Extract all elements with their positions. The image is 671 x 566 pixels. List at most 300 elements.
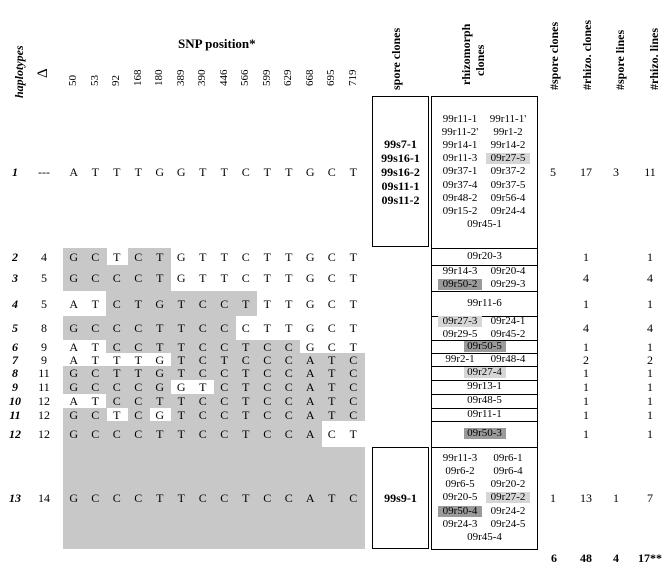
- snp-base: C: [112, 339, 121, 354]
- rhizomorph-clone-id: 09r56-4: [490, 191, 526, 204]
- snp-base: T: [134, 352, 142, 367]
- snp-base: G: [155, 407, 165, 422]
- rhizomorph-clone-id: 99r11-3: [442, 451, 478, 464]
- snp-base: C: [349, 407, 358, 422]
- rhizomorph-clone-id: 09r50-3: [464, 428, 506, 439]
- rhizomorph-clone-id: 09r11-3: [442, 152, 478, 165]
- snp-base: G: [155, 380, 165, 394]
- snp-base: G: [176, 165, 186, 179]
- snp-base: T: [177, 407, 185, 422]
- total-spore-clones: 6: [551, 551, 557, 565]
- snp-base: T: [349, 271, 357, 285]
- snp-base: C: [220, 427, 229, 441]
- count-n-rhizo: 1: [583, 249, 589, 264]
- snp-base: T: [199, 249, 207, 264]
- snp-base: C: [198, 407, 207, 422]
- count-n-spore: 1: [550, 491, 556, 505]
- delta-value: 8: [41, 321, 47, 335]
- header-spore-clones: spore clones: [389, 27, 403, 90]
- snp-base: T: [349, 296, 357, 311]
- snp-base: C: [327, 271, 336, 285]
- rhizomorph-clone-id: 09r48-5: [467, 394, 502, 407]
- snp-base: T: [177, 321, 185, 335]
- delta-value: ---: [38, 165, 50, 179]
- haplotype-label: 9: [12, 380, 18, 394]
- rhizomorph-clone-id: 09r20-2: [490, 478, 526, 491]
- header-count-rhizo-clones: #rhizo. clones: [580, 20, 594, 90]
- delta-value: 11: [38, 380, 50, 394]
- total-rhizo-clones: 48: [580, 551, 592, 565]
- delta-value: 5: [41, 296, 47, 311]
- snp-base: T: [242, 296, 250, 311]
- header-haplotypes: haplotypes: [12, 45, 26, 98]
- snp-base: C: [241, 165, 250, 179]
- snp-base: T: [349, 427, 357, 441]
- snp-base: G: [176, 271, 186, 285]
- snp-base: T: [349, 165, 357, 179]
- snp-position-label: 389: [174, 69, 187, 86]
- rhizomorph-clone-id: 09r45-4: [467, 531, 502, 543]
- rhizomorph-clone-id: 99r14-3: [442, 264, 478, 277]
- snp-base: T: [328, 407, 336, 422]
- snp-base: C: [263, 394, 272, 408]
- count-n-rhizo-lines: 1: [647, 366, 653, 380]
- count-n-rhizo: 1: [583, 296, 589, 311]
- haplotype-label: 5: [12, 321, 18, 335]
- header-count-spore-lines: #spore lines: [613, 29, 627, 90]
- spore-clone-id: 99s9-1: [384, 491, 417, 505]
- snp-base: T: [91, 165, 99, 179]
- snp-base: C: [284, 339, 293, 354]
- snp-base: C: [220, 366, 229, 380]
- snp-base: C: [112, 271, 121, 285]
- haplotype-label: 11: [9, 407, 21, 422]
- snp-base: T: [349, 321, 357, 335]
- header-delta: Δ: [35, 68, 51, 78]
- count-n-rhizo: 1: [583, 427, 589, 441]
- rhizomorph-clone-id: 09r6-2: [445, 465, 475, 477]
- snp-base: T: [113, 249, 121, 264]
- header-rhizomorph-1: rhizomorph: [459, 23, 473, 85]
- rhizomorph-clone-id: 09r24-2: [490, 504, 526, 517]
- snp-base: T: [242, 380, 250, 394]
- snp-base: T: [156, 339, 164, 354]
- snp-base: T: [328, 380, 336, 394]
- snp-base: A: [305, 366, 315, 380]
- snp-base: T: [199, 165, 207, 179]
- snp-base: G: [69, 271, 79, 285]
- snp-base: T: [285, 249, 293, 264]
- snp-base: C: [134, 407, 143, 422]
- snp-base: C: [220, 380, 229, 394]
- haplotype-label: 12: [9, 427, 21, 441]
- snp-base: C: [241, 249, 250, 264]
- rhizomorph-clone-id: 99r14-2: [490, 139, 526, 151]
- snp-base: G: [305, 271, 315, 285]
- rhizomorph-clone-id: 09r37-4: [442, 178, 478, 191]
- snp-base: C: [91, 427, 100, 441]
- rhizomorph-clone-id: 09r6-5: [445, 478, 475, 491]
- snp-base: C: [198, 339, 207, 354]
- snp-base: C: [198, 427, 207, 441]
- snp-base: C: [198, 296, 207, 311]
- snp-base: G: [69, 249, 79, 264]
- snp-base: C: [220, 407, 229, 422]
- count-n-spore-lines: 3: [613, 165, 619, 179]
- snp-base: C: [241, 321, 250, 335]
- snp-base: A: [69, 339, 79, 354]
- snp-base: C: [284, 407, 293, 422]
- spore-clone-id: 99s16-2: [381, 165, 420, 179]
- snp-base: T: [242, 491, 250, 505]
- snp-position-label: 168: [131, 69, 144, 86]
- rhizomorph-clone-id: 09r20-3: [467, 249, 502, 262]
- rhizomorph-clone-id: 09r45-1: [467, 218, 502, 231]
- snp-base: C: [91, 249, 100, 264]
- snp-base: C: [91, 366, 100, 380]
- count-n-rhizo: 4: [583, 321, 589, 335]
- snp-base: C: [284, 380, 293, 394]
- rhizomorph-clone-id: 09r37-1: [442, 165, 478, 178]
- snp-base: C: [327, 427, 336, 441]
- snp-base: T: [177, 366, 185, 380]
- rhizomorph-clone-id: 09r37-2: [490, 165, 526, 178]
- snp-base: T: [113, 366, 121, 380]
- snp-base: T: [242, 407, 250, 422]
- snp-base: T: [91, 394, 99, 408]
- rhizomorph-clone-id: 09r24-3: [442, 517, 478, 530]
- header-snp-position: SNP position*: [178, 36, 256, 51]
- count-n-rhizo: 1: [583, 339, 589, 354]
- snp-base: T: [220, 271, 228, 285]
- snp-base: T: [242, 427, 250, 441]
- count-n-rhizo: 1: [583, 380, 589, 394]
- rhizomorph-clone-id: 09r20-5: [442, 491, 478, 504]
- haplotype-label: 8: [12, 366, 18, 380]
- delta-value: 9: [41, 339, 47, 354]
- snp-base: T: [220, 165, 228, 179]
- snp-base: T: [349, 249, 357, 264]
- snp-base: C: [134, 394, 143, 408]
- rhizomorph-clone-id: 99r11-1: [442, 112, 478, 125]
- snp-base: T: [263, 165, 271, 179]
- snp-position-label: 50: [67, 75, 79, 86]
- spore-clone-id: 09s11-1: [381, 179, 420, 193]
- snp-base: T: [263, 271, 271, 285]
- snp-base: C: [327, 321, 336, 335]
- snp-base: C: [91, 491, 100, 505]
- snp-base: A: [69, 165, 79, 179]
- snp-base: C: [112, 427, 121, 441]
- header-count-spore-clones: #spore clones: [547, 21, 561, 90]
- snp-base: C: [349, 491, 358, 505]
- rhizomorph-clone-id: 09r48-2: [442, 191, 478, 204]
- snp-base: C: [220, 491, 229, 505]
- snp-base: C: [112, 491, 121, 505]
- rhizomorph-clone-id: 09r50-5: [464, 341, 506, 352]
- snp-position-label: 668: [303, 69, 316, 86]
- snp-position-label: 719: [346, 69, 359, 86]
- rhizomorph-clone-id: 09r27-2: [486, 492, 530, 503]
- snp-base: T: [263, 296, 271, 311]
- snp-base: C: [327, 249, 336, 264]
- delta-value: 14: [38, 491, 50, 505]
- count-n-rhizo-lines: 1: [647, 394, 653, 408]
- snp-base: C: [349, 394, 358, 408]
- snp-base: T: [156, 271, 164, 285]
- snp-base: T: [328, 352, 336, 367]
- snp-base: C: [284, 491, 293, 505]
- snp-base: C: [220, 339, 229, 354]
- rhizomorph-clone-id: 09r29-3: [490, 278, 526, 290]
- count-n-rhizo-lines: 4: [647, 321, 653, 335]
- snp-position-label: 599: [260, 69, 273, 86]
- snp-base: C: [263, 427, 272, 441]
- spore-clone-id: 99s16-1: [381, 151, 420, 165]
- count-n-rhizo-lines: 1: [647, 380, 653, 394]
- rhizomorph-clone-id: 09r11-1: [467, 407, 502, 420]
- snp-base: G: [155, 165, 165, 179]
- snp-base: G: [155, 366, 165, 380]
- snp-base: T: [177, 352, 185, 367]
- rhizomorph-clone-id: 09r45-2: [490, 328, 526, 340]
- snp-base: C: [263, 380, 272, 394]
- count-n-rhizo-lines: 1: [647, 407, 653, 422]
- snp-base: T: [156, 249, 164, 264]
- rhizomorph-clone-id: 09r50-2: [438, 279, 482, 290]
- count-n-rhizo-lines: 1: [647, 339, 653, 354]
- snp-base: G: [305, 296, 315, 311]
- haplotype-label: 13: [9, 491, 21, 505]
- snp-base: T: [328, 491, 336, 505]
- snp-base: G: [155, 352, 165, 367]
- snp-base: T: [349, 339, 357, 354]
- snp-base: T: [134, 366, 142, 380]
- rhizomorph-clone-id: 09r29-5: [442, 328, 478, 340]
- snp-base: A: [69, 394, 79, 408]
- snp-base: G: [305, 321, 315, 335]
- header-rhizomorph-2: clones: [473, 44, 487, 76]
- snp-base: C: [327, 339, 336, 354]
- snp-base: C: [220, 296, 229, 311]
- delta-value: 9: [41, 352, 47, 367]
- snp-base: C: [284, 394, 293, 408]
- snp-base: T: [177, 427, 185, 441]
- delta-value: 12: [38, 407, 50, 422]
- snp-base: C: [91, 380, 100, 394]
- count-n-rhizo-lines: 1: [647, 296, 653, 311]
- snp-base: T: [134, 296, 142, 311]
- rhizomorph-clone-id: 99r11-2': [441, 125, 479, 138]
- snp-base: C: [327, 296, 336, 311]
- snp-base: G: [176, 249, 186, 264]
- delta-value: 4: [41, 249, 47, 264]
- count-n-rhizo-lines: 11: [644, 165, 656, 179]
- snp-base: T: [242, 394, 250, 408]
- snp-base: T: [177, 339, 185, 354]
- snp-base: T: [285, 321, 293, 335]
- count-n-spore-lines: 1: [613, 491, 619, 505]
- snp-base: C: [112, 380, 121, 394]
- haplotype-label: 3: [12, 271, 18, 285]
- rhizomorph-clone-id: 99r11-6: [467, 296, 502, 309]
- snp-position-label: 695: [325, 69, 337, 86]
- snp-base: G: [155, 296, 165, 311]
- snp-base: T: [285, 296, 293, 311]
- delta-value: 12: [38, 427, 50, 441]
- snp-base: G: [69, 380, 79, 394]
- rhizomorph-clone-id: 09r37-5: [490, 178, 526, 191]
- total-spore-lines: 4: [613, 551, 619, 565]
- snp-base: G: [305, 165, 315, 179]
- snp-base: C: [263, 339, 272, 354]
- snp-base: T: [177, 296, 185, 311]
- snp-base: T: [199, 271, 207, 285]
- rhizomorph-clone-id: 09r6-4: [493, 465, 523, 477]
- rhizomorph-clone-id: 09r24-4: [490, 205, 526, 217]
- rhizomorph-clone-id: 09r48-4: [490, 352, 526, 365]
- rhizomorph-clone-id: 09r24-5: [490, 517, 526, 530]
- count-n-rhizo-lines: 4: [647, 271, 653, 285]
- snp-position-label: 53: [88, 75, 101, 86]
- snp-base: T: [91, 339, 99, 354]
- rhizomorph-clone-id: 09r50-4: [438, 506, 482, 517]
- snp-base: C: [134, 339, 143, 354]
- snp-base: A: [305, 407, 315, 422]
- snp-base: C: [91, 407, 100, 422]
- snp-base: T: [220, 352, 228, 367]
- snp-base: C: [241, 352, 250, 367]
- snp-base: G: [69, 491, 79, 505]
- snp-base: T: [328, 366, 336, 380]
- snp-base: T: [220, 249, 228, 264]
- snp-base: C: [284, 427, 293, 441]
- rhizomorph-clone-id: 99r2-1: [445, 352, 475, 365]
- snp-base: T: [113, 407, 121, 422]
- count-n-rhizo-lines: 2: [647, 352, 653, 367]
- snp-base: C: [349, 366, 358, 380]
- snp-base: A: [305, 380, 315, 394]
- count-n-rhizo: 17: [580, 165, 592, 179]
- header-count-rhizo-lines: #rhizo. lines: [647, 28, 661, 90]
- snp-base: T: [285, 271, 293, 285]
- count-n-spore: 5: [550, 165, 556, 179]
- snp-base: T: [177, 491, 185, 505]
- snp-base: C: [198, 352, 207, 367]
- snp-base: T: [328, 394, 336, 408]
- spore-clone-id: 09s11-2: [381, 193, 420, 207]
- rhizomorph-clone-id: 09r15-2: [442, 205, 478, 217]
- rhizomorph-clone-id: 09r27-5: [486, 153, 530, 164]
- snp-base: G: [305, 339, 315, 354]
- snp-base: C: [134, 427, 143, 441]
- snp-base: C: [91, 321, 100, 335]
- rhizomorph-clone-id: 99r11-1': [489, 112, 527, 125]
- snp-base: C: [284, 366, 293, 380]
- snp-position-label: 566: [239, 69, 251, 86]
- snp-base: A: [305, 427, 315, 441]
- snp-base: A: [305, 352, 315, 367]
- snp-base: T: [263, 249, 271, 264]
- snp-position-label: 180: [153, 69, 165, 86]
- rhizomorph-clone-id: 09r6-1: [493, 451, 523, 464]
- snp-base: C: [284, 352, 293, 367]
- haplotype-label: 7: [12, 352, 18, 367]
- snp-base: C: [134, 491, 143, 505]
- snp-base: T: [156, 427, 164, 441]
- snp-base: C: [198, 321, 207, 335]
- snp-base: C: [263, 491, 272, 505]
- snp-base: C: [241, 271, 250, 285]
- snp-base: C: [198, 491, 207, 505]
- snp-base: T: [242, 339, 250, 354]
- snp-base: G: [69, 427, 79, 441]
- total-rhizo-lines: 17**: [638, 551, 662, 565]
- delta-value: 12: [38, 394, 50, 408]
- snp-base: T: [199, 380, 207, 394]
- snp-base: C: [263, 366, 272, 380]
- snp-base: C: [112, 296, 121, 311]
- count-n-rhizo-lines: 1: [647, 249, 653, 264]
- rhizomorph-clone-id: 09r20-4: [490, 264, 526, 277]
- snp-base: A: [69, 296, 79, 311]
- snp-base: C: [112, 394, 121, 408]
- snp-position-label: 390: [196, 69, 208, 86]
- count-n-rhizo-lines: 7: [647, 491, 653, 505]
- snp-base: C: [134, 380, 143, 394]
- snp-base: T: [91, 296, 99, 311]
- snp-base: C: [220, 321, 229, 335]
- snp-base: C: [263, 352, 272, 367]
- snp-base: C: [134, 249, 143, 264]
- snp-base: C: [327, 165, 336, 179]
- snp-base: C: [112, 321, 121, 335]
- snp-base: T: [242, 366, 250, 380]
- rhizomorph-clone-id: 09r27-4: [464, 367, 506, 378]
- rhizomorph-clone-id: 09r27-3: [438, 316, 482, 327]
- delta-value: 11: [38, 366, 50, 380]
- rhizomorph-clone-id: 99r14-1: [442, 139, 478, 151]
- snp-base: A: [305, 394, 315, 408]
- snp-base: C: [198, 394, 207, 408]
- count-n-rhizo: 1: [583, 394, 589, 408]
- snp-base: A: [305, 491, 315, 505]
- snp-base: G: [176, 380, 186, 394]
- count-n-rhizo: 1: [583, 407, 589, 422]
- snp-base: C: [263, 407, 272, 422]
- haplotype-label: 2: [12, 249, 18, 264]
- haplotype-label: 4: [12, 296, 18, 311]
- snp-base: C: [220, 394, 229, 408]
- snp-base: G: [69, 321, 79, 335]
- snp-base: C: [198, 366, 207, 380]
- snp-base: T: [263, 321, 271, 335]
- snp-base: C: [349, 380, 358, 394]
- spore-clone-id: 99s7-1: [384, 137, 417, 151]
- snp-base: T: [156, 394, 164, 408]
- count-n-rhizo: 2: [583, 352, 589, 367]
- count-n-rhizo: 1: [583, 366, 589, 380]
- snp-base: T: [134, 165, 142, 179]
- snp-position-label: 446: [217, 69, 230, 86]
- snp-base: T: [156, 321, 164, 335]
- rhizomorph-clone-id: 99r13-1: [467, 380, 502, 393]
- snp-base: T: [156, 491, 164, 505]
- snp-position-label: 92: [110, 75, 122, 86]
- rhizomorph-clone-id: 09r24-1: [490, 314, 526, 327]
- snp-base: A: [69, 352, 79, 367]
- haplotype-label: 6: [12, 339, 18, 354]
